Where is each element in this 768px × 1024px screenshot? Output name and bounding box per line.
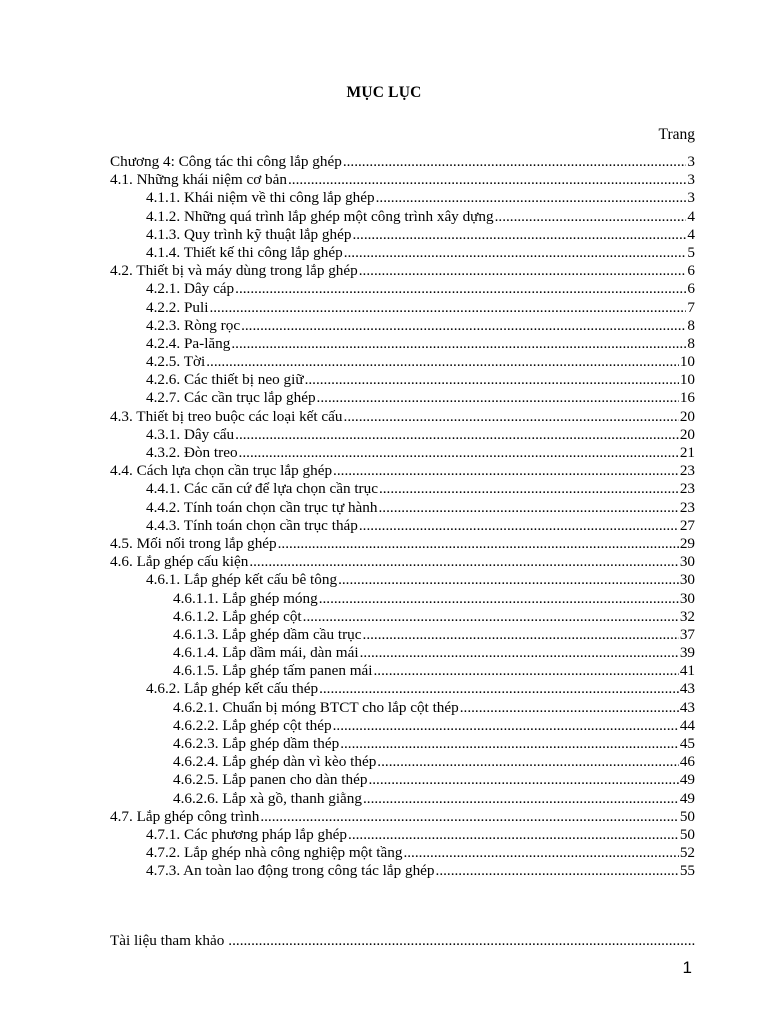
- dot-leader: [303, 608, 679, 626]
- toc-entry[interactable]: [110, 626, 695, 644]
- toc-entry[interactable]: [110, 208, 695, 226]
- toc-entry[interactable]: [110, 499, 695, 517]
- toc-entry-page: 6: [687, 262, 695, 280]
- toc-entry-page: 43: [679, 680, 695, 698]
- dot-leader: [228, 932, 695, 950]
- dot-leader: [333, 717, 679, 735]
- toc-entry-page: 5: [687, 243, 695, 261]
- toc-entry-label: 4.2. Thiết bị và máy dùng trong lắp ghép: [110, 262, 358, 280]
- dot-leader: [344, 244, 687, 262]
- toc-entry-label: 4.6.2.3. Lắp ghép dầm thép: [173, 735, 340, 752]
- toc-entry-label: 4.1. Những khái niệm cơ bản: [110, 171, 287, 189]
- toc-entry-label: 4.4. Cách lựa chọn cần trục lắp ghép: [110, 462, 333, 480]
- toc-entry-page: 3: [687, 171, 695, 189]
- toc-entry-label: 4.6.1.1. Lắp ghép móng: [173, 589, 318, 607]
- toc-entry[interactable]: [110, 408, 695, 426]
- references-entry[interactable]: [110, 932, 695, 950]
- toc-entry-label: 4.1.2. Những quá trình lắp ghép một công trình xây dựng: [146, 207, 494, 225]
- toc-entry[interactable]: [110, 753, 695, 771]
- toc-entry-label: 4.7. Lắp ghép công trình: [110, 807, 260, 825]
- page-number: 1: [682, 958, 692, 977]
- dot-leader: [249, 553, 678, 571]
- toc-entry-page: 55: [679, 862, 695, 880]
- dot-leader: [319, 680, 679, 698]
- toc-entry-label: 4.2.5. Tời: [146, 353, 206, 371]
- dot-leader: [379, 499, 679, 517]
- toc-entry[interactable]: [110, 389, 695, 407]
- toc-entry[interactable]: [110, 353, 695, 371]
- toc-entry-label: 4.2.3. Ròng rọc: [146, 316, 241, 334]
- toc-entry-page: 10: [679, 353, 695, 371]
- toc-entry-page: 10: [679, 371, 695, 389]
- toc-entry[interactable]: [110, 371, 695, 389]
- toc-entry[interactable]: [110, 280, 695, 298]
- toc-entry-page: 23: [679, 462, 695, 480]
- toc-entry[interactable]: [110, 608, 695, 626]
- dot-leader: [333, 462, 679, 480]
- toc-entry-page: 16: [679, 389, 695, 407]
- toc-entry-label: 4.1.4. Thiết kế thi công lắp ghép: [146, 243, 343, 261]
- toc-entry-label: 4.6.1. Lắp ghép kết cấu bê tông: [146, 571, 338, 589]
- toc-entry-label: 4.6.2.5. Lắp panen cho dàn thép: [173, 771, 368, 789]
- toc-entry-page: 8: [687, 316, 695, 334]
- dot-leader: [288, 171, 686, 189]
- toc-entry[interactable]: [110, 844, 695, 862]
- dot-leader: [376, 189, 687, 207]
- dot-leader: [235, 426, 679, 444]
- toc-entry-page: 3: [687, 153, 695, 170]
- toc-entry-page: 49: [679, 771, 695, 789]
- toc-entry[interactable]: [110, 680, 695, 698]
- toc-entry[interactable]: [110, 299, 695, 317]
- toc-entry-page: 23: [679, 498, 695, 516]
- toc-entry-page: 23: [679, 480, 695, 498]
- toc-entry[interactable]: [110, 426, 695, 444]
- toc-entry-page: 4: [687, 225, 695, 243]
- toc-entry-label: Chương 4: Công tác thi công lắp ghép: [110, 153, 342, 170]
- toc-entry-page: 30: [679, 571, 695, 589]
- dot-leader: [359, 262, 687, 280]
- toc-entry-page: 7: [687, 298, 695, 316]
- toc-entry-label: 4.3. Thiết bị treo buộc các loại kết cấu: [110, 407, 343, 425]
- toc-entry-page: 6: [687, 280, 695, 298]
- dot-leader: [278, 535, 679, 553]
- dot-leader: [379, 480, 679, 498]
- toc-entry-label: 4.4.2. Tính toán chọn cần trục tự hành: [146, 498, 378, 516]
- dot-leader: [260, 808, 679, 826]
- toc-entry-page: 3: [687, 189, 695, 207]
- toc-entry-label: 4.2.7. Các cần trục lắp ghép: [146, 389, 316, 407]
- toc-entry-page: 39: [679, 644, 695, 662]
- toc-entry-page: 50: [679, 807, 695, 825]
- dot-leader: [239, 444, 679, 462]
- toc-entry-page: 21: [679, 444, 695, 461]
- dot-leader: [317, 389, 679, 407]
- toc-entry[interactable]: [110, 590, 695, 608]
- dot-leader: [235, 280, 686, 298]
- dot-leader: [368, 771, 678, 789]
- toc-entry-label: 4.6. Lắp ghép cấu kiện: [110, 553, 249, 571]
- dot-leader: [344, 408, 679, 426]
- toc-entry-page: 20: [679, 407, 695, 425]
- toc-entry-label: 4.6.1.2. Lắp ghép cột: [173, 607, 302, 625]
- toc-entry-label: 4.6.2.4. Lắp ghép dàn vì kèo thép: [173, 753, 377, 771]
- toc-entry-label: 4.6.2.1. Chuẩn bị móng BTCT cho lắp cột thép: [173, 698, 459, 716]
- toc-entry-page: 37: [679, 625, 695, 643]
- table-of-contents: [110, 153, 695, 881]
- toc-entry[interactable]: [110, 735, 695, 753]
- toc-entry-page: 8: [687, 334, 695, 352]
- toc-entry-label: 4.6.2. Lắp ghép kết cấu thép: [146, 680, 319, 698]
- toc-entry-label: 4.6.1.3. Lắp ghép dầm cầu trục: [173, 625, 362, 643]
- toc-entry-page: 52: [679, 844, 695, 862]
- toc-entry-page: 4: [687, 207, 695, 225]
- toc-entry[interactable]: [110, 153, 695, 171]
- toc-entry[interactable]: [110, 189, 695, 207]
- toc-entry-page: 46: [679, 753, 695, 771]
- toc-entry[interactable]: [110, 862, 695, 880]
- toc-entry-label: 4.7.3. An toàn lao động trong công tác lắp ghép: [146, 862, 435, 880]
- toc-entry-label: 4.5. Mối nối trong lắp ghép: [110, 534, 277, 552]
- toc-entry[interactable]: [110, 771, 695, 789]
- dot-leader: [319, 590, 679, 608]
- toc-entry-label: 4.2.4. Pa-lăng: [146, 334, 231, 352]
- toc-entry-label: 4.4.3. Tính toán chọn cần trục tháp: [146, 516, 358, 534]
- dot-leader: [359, 517, 679, 535]
- toc-entry-label: 4.1.3. Quy trình kỹ thuật lắp ghép: [146, 225, 352, 243]
- dot-leader: [338, 571, 679, 589]
- toc-entry-page: 32: [679, 607, 695, 625]
- toc-entry-page: 49: [679, 789, 695, 807]
- dot-leader: [340, 735, 679, 753]
- toc-entry-label: 4.7.1. Các phương pháp lắp ghép: [146, 825, 348, 843]
- dot-leader: [231, 335, 686, 353]
- toc-entry[interactable]: [110, 553, 695, 571]
- toc-entry-label: 4.6.1.4. Lắp dầm mái, dàn mái: [173, 644, 359, 662]
- toc-entry[interactable]: [110, 171, 695, 189]
- dot-leader: [209, 299, 686, 317]
- toc-entry[interactable]: [110, 790, 695, 808]
- toc-entry-page: 20: [679, 425, 695, 443]
- dot-leader: [436, 862, 679, 880]
- toc-entry-label: 4.6.2.2. Lắp ghép cột thép: [173, 716, 332, 734]
- dot-leader: [377, 753, 679, 771]
- toc-entry[interactable]: [110, 262, 695, 280]
- toc-entry-page: 27: [679, 516, 695, 534]
- toc-entry[interactable]: [110, 462, 695, 480]
- dot-leader: [360, 644, 679, 662]
- toc-entry-page: 43: [679, 698, 695, 716]
- toc-entry[interactable]: [110, 699, 695, 717]
- dot-leader: [206, 353, 679, 371]
- dot-leader: [495, 208, 687, 226]
- dot-leader: [363, 626, 679, 644]
- page-column-label: Trang: [658, 126, 695, 143]
- dot-leader: [460, 699, 679, 717]
- toc-entry[interactable]: [110, 480, 695, 498]
- toc-entry-page: 30: [679, 553, 695, 571]
- toc-entry[interactable]: [110, 808, 695, 826]
- dot-leader: [403, 844, 678, 862]
- toc-entry-page: 29: [679, 534, 695, 552]
- toc-entry[interactable]: [110, 662, 695, 680]
- toc-entry[interactable]: [110, 317, 695, 335]
- toc-entry-label: 4.6.2.6. Lắp xà gồ, thanh giằng: [173, 789, 362, 807]
- page-title: MỤC LỤC: [346, 84, 422, 101]
- toc-entry-page: 45: [679, 735, 695, 752]
- dot-leader: [348, 826, 679, 844]
- toc-entry-label: 4.4.1. Các căn cứ để lựa chọn cần trục: [146, 480, 378, 498]
- toc-entry-label: 4.7.2. Lắp ghép nhà công nghiệp một tầng: [146, 844, 403, 862]
- references-label: Tài liệu tham khảo: [110, 932, 225, 949]
- toc-entry-label: 4.3.1. Dây cẩu: [146, 425, 235, 443]
- toc-entry-label: 4.2.2. Puli: [146, 298, 209, 316]
- toc-entry[interactable]: [110, 244, 695, 262]
- toc-entry[interactable]: [110, 826, 695, 844]
- toc-entry[interactable]: [110, 717, 695, 735]
- dot-leader: [363, 790, 679, 808]
- toc-entry[interactable]: [110, 226, 695, 244]
- toc-entry[interactable]: [110, 517, 695, 535]
- toc-entry-label: 4.6.1.5. Lắp ghép tấm panen mái: [173, 662, 373, 680]
- toc-entry-page: 41: [679, 662, 695, 680]
- toc-entry-label: 4.2.6. Các thiết bị neo giữ: [146, 371, 304, 389]
- toc-entry-page: 44: [679, 716, 695, 734]
- toc-entry[interactable]: [110, 335, 695, 353]
- dot-leader: [352, 226, 686, 244]
- dot-leader: [241, 317, 686, 335]
- toc-entry[interactable]: [110, 644, 695, 662]
- dot-leader: [305, 371, 679, 389]
- toc-entry-page: 50: [679, 825, 695, 843]
- toc-entry-label: 4.3.2. Đòn treo: [146, 444, 238, 461]
- toc-entry[interactable]: [110, 571, 695, 589]
- toc-entry-label: 4.1.1. Khái niệm về thi công lắp ghép: [146, 189, 375, 207]
- toc-entry-label: 4.2.1. Dây cáp: [146, 280, 235, 298]
- toc-entry-page: 30: [679, 589, 695, 607]
- dot-leader: [343, 153, 687, 171]
- toc-entry[interactable]: [110, 535, 695, 553]
- dot-leader: [374, 662, 679, 680]
- toc-entry[interactable]: [110, 444, 695, 462]
